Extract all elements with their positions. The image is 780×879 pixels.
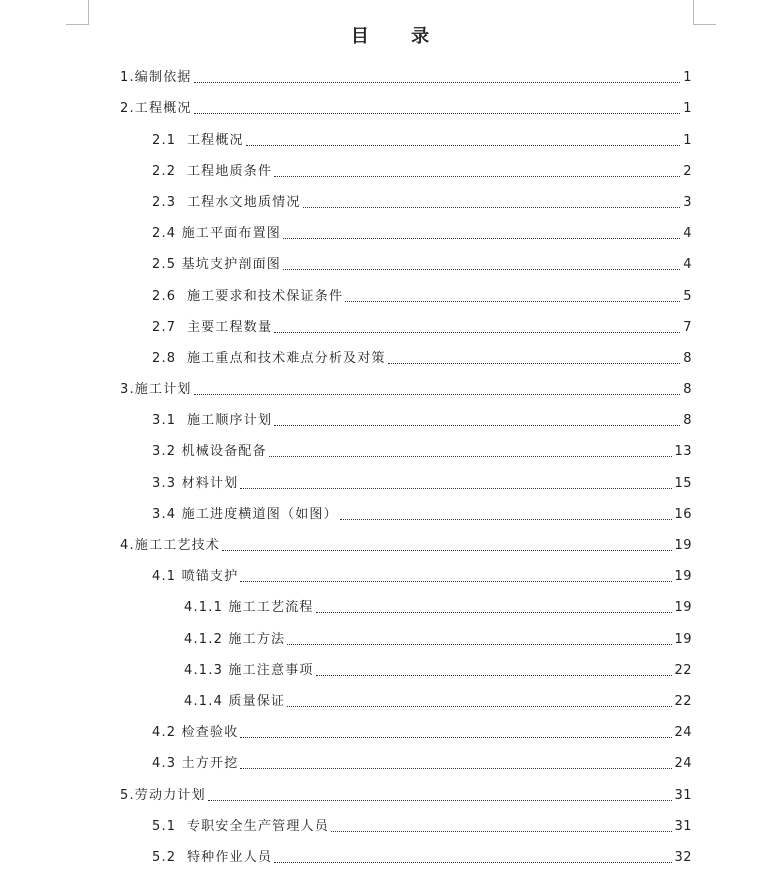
dot-leader [316,674,673,676]
toc-entry-label: 2.工程概况 [120,101,192,117]
toc-entry-label: 2.4 施工平面布置图 [152,226,282,242]
toc-entry-page-number: 1 [683,101,692,117]
toc-entry[interactable] [0,493,780,524]
toc-entry-row [152,444,780,461]
toc-entry-label: 3.2 机械设备配备 [152,444,267,460]
toc-entry[interactable] [0,586,780,617]
toc-entry[interactable] [0,742,780,773]
toc-entry[interactable] [0,368,780,399]
dot-leader [303,206,680,208]
toc-entry-page-number: 32 [674,849,692,865]
toc-entry-page-number: 4 [683,257,692,273]
toc-entry-label: 2.1 工程概况 [152,132,244,148]
toc-entry[interactable] [0,399,780,430]
toc-entry-label: 5.1 专职安全生产管理人员 [152,818,329,834]
toc-entry-label: 2.2 工程地质条件 [152,163,273,179]
toc-entry[interactable] [0,555,780,586]
toc-entry-page-number: 22 [674,662,692,678]
toc-entry[interactable] [0,773,780,804]
toc-entry[interactable] [0,805,780,836]
table-of-contents [0,56,780,867]
dot-leader [194,393,680,395]
toc-entry-page-number: 16 [674,506,692,522]
toc-entry-label: 5.劳动力计划 [120,787,206,803]
toc-entry-label: 2.3 工程水文地质情况 [152,194,301,210]
toc-entry-page-number: 22 [674,693,692,709]
toc-entry-page-number: 2 [683,163,692,179]
toc-entry-page-number: 19 [674,569,692,585]
toc-entry-row [184,600,780,617]
toc-entry[interactable] [0,118,780,149]
toc-entry-page-number: 8 [683,413,692,429]
toc-entry-row [152,756,780,773]
toc-entry-row [152,507,780,524]
toc-entry-label: 4.3 土方开挖 [152,756,239,772]
toc-entry-row [120,538,780,555]
toc-entry-row [152,819,780,836]
toc-entry-row [120,382,780,399]
toc-entry-page-number: 19 [674,631,692,647]
toc-entry-page-number: 7 [683,319,692,335]
dot-leader [274,424,680,426]
toc-entry-row [152,226,780,243]
dot-leader [194,112,680,114]
toc-entry-label: 3.施工计划 [120,382,192,398]
toc-entry-page-number: 24 [674,725,692,741]
toc-entry-label: 4.1 喷锚支护 [152,569,239,585]
toc-entry-label: 2.6 施工要求和技术保证条件 [152,288,344,304]
toc-entry[interactable] [0,274,780,305]
toc-entry-page-number: 4 [683,226,692,242]
toc-entry-label: 3.3 材料计划 [152,475,239,491]
toc-entry-label: 2.7 主要工程数量 [152,319,273,335]
toc-entry-row [120,788,780,805]
dot-leader [283,237,680,239]
dot-leader [194,81,680,83]
dot-leader [240,487,672,489]
toc-entry-label: 1.编制依据 [120,70,192,86]
toc-entry-label: 4.1.1 施工工艺流程 [184,600,314,616]
dot-leader [240,580,672,582]
toc-entry-label: 3.1 施工顺序计划 [152,413,273,429]
toc-entry-page-number: 8 [683,382,692,398]
toc-entry-row [120,101,780,118]
toc-entry[interactable] [0,87,780,118]
dot-leader [316,611,673,613]
dot-leader [331,830,673,832]
toc-entry-row [152,133,780,150]
toc-entry-label: 5.2 特种作业人员 [152,849,273,865]
toc-entry[interactable] [0,150,780,181]
toc-entry-page-number: 1 [683,132,692,148]
toc-title: 目 录 [350,26,448,47]
toc-entry-page-number: 13 [674,444,692,460]
toc-entry[interactable] [0,461,780,492]
dot-leader [222,549,672,551]
toc-entry-row [152,195,780,212]
dot-leader [345,300,680,302]
toc-entry-label: 2.5 基坑支护剖面图 [152,257,282,273]
dot-leader [274,331,680,333]
toc-entry-label: 4.1.3 施工注意事项 [184,662,314,678]
dot-leader [340,518,673,520]
toc-entry-page-number: 19 [674,538,692,553]
toc-entry-row [152,413,780,430]
toc-entry-row [120,70,780,87]
toc-entry[interactable] [0,306,780,337]
toc-entry[interactable] [0,680,780,711]
toc-entry-label: 3.4 施工进度横道图（如图） [152,506,338,522]
toc-entry[interactable] [0,243,780,274]
toc-entry-page-number: 19 [674,600,692,616]
toc-entry-page-number: 3 [683,194,692,210]
toc-entry-label: 4.2 检查验收 [152,725,239,741]
toc-entry-label: 2.8 施工重点和技术难点分析及对策 [152,350,386,366]
toc-entry[interactable] [0,181,780,212]
dot-leader [246,144,680,146]
toc-entry[interactable] [0,524,780,555]
toc-entry[interactable] [0,212,780,243]
toc-entry[interactable] [0,430,780,461]
toc-entry-page-number: 24 [674,756,692,772]
toc-entry-row [152,351,780,368]
toc-entry-label: 4.1.4 质量保证 [184,693,286,709]
toc-entry-row [152,257,780,274]
toc-entry-page-number: 5 [683,288,692,304]
toc-entry-page-number: 8 [683,350,692,366]
toc-entry[interactable] [0,617,780,648]
toc-entry-page-number: 15 [674,475,692,491]
toc-entry-row [184,694,780,711]
toc-entry-row [152,569,780,586]
toc-entry-label: 4.施工工艺技术 [120,538,221,553]
toc-entry[interactable] [0,836,780,867]
toc-entry-row [184,663,780,680]
dot-leader [208,799,673,801]
toc-entry[interactable] [0,337,780,368]
dot-leader [287,643,672,645]
dot-leader [287,705,672,707]
dot-leader [269,455,673,457]
toc-entry-row [152,289,780,306]
toc-entry-row [152,320,780,337]
dot-leader [274,861,672,863]
toc-entry-page-number: 31 [674,818,692,834]
toc-entry-row [152,164,780,181]
toc-entry-label: 4.1.2 施工方法 [184,631,286,647]
toc-entry-row [152,725,780,742]
dot-leader [283,268,680,270]
toc-entry[interactable] [0,711,780,742]
dot-leader [240,736,672,738]
toc-entry-row [184,632,780,649]
toc-entry-page-number: 31 [674,787,692,803]
dot-leader [274,175,680,177]
dot-leader [388,362,680,364]
dot-leader [240,767,672,769]
toc-entry[interactable] [0,649,780,680]
toc-entry-row [152,476,780,493]
toc-entry[interactable] [0,56,780,87]
toc-entry-page-number: 1 [683,70,692,86]
toc-entry-row [152,850,780,867]
